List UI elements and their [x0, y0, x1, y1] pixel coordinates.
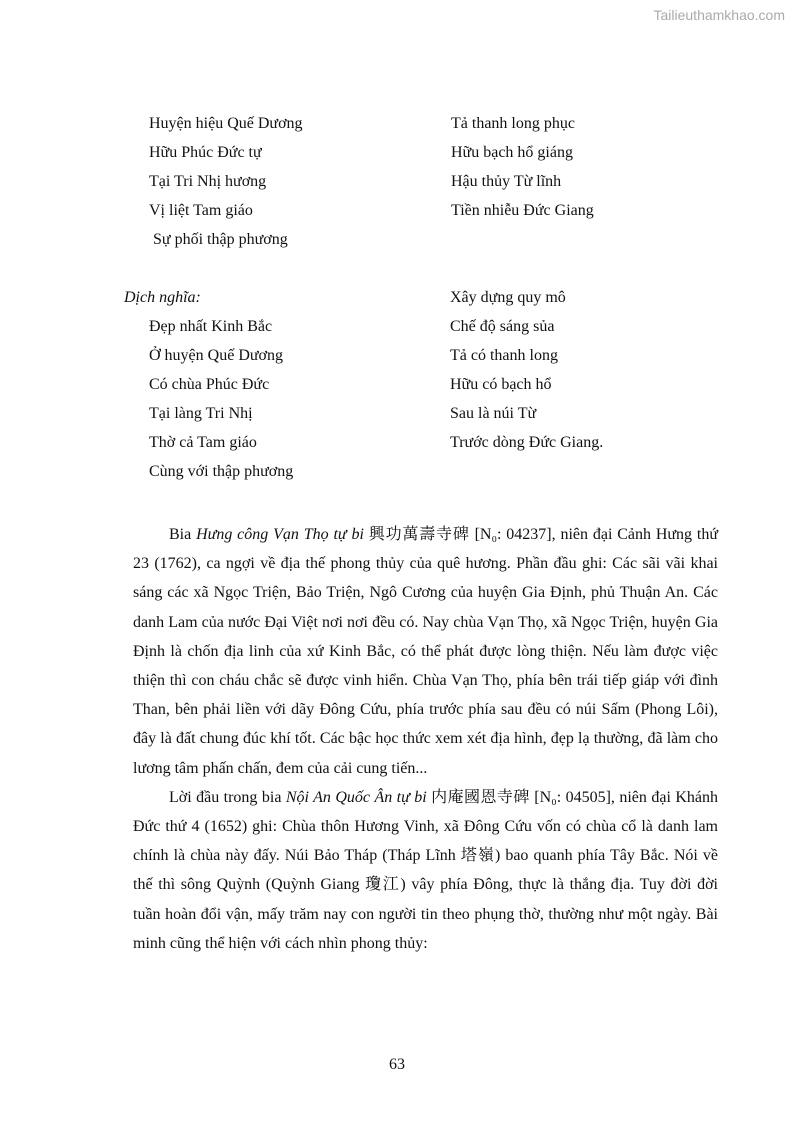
translation-right-line-3: Tả có thanh long — [450, 347, 558, 364]
translation-right-line-5: Sau là núi Từ — [450, 405, 537, 422]
poem-left-line-5: Sự phối thập phương — [153, 231, 288, 248]
translation-left-line-4: Tại làng Tri Nhị — [149, 405, 253, 422]
paragraph-1 — [133, 520, 718, 783]
poem-right-line-3: Hậu thủy Từ lĩnh — [451, 173, 562, 190]
translation-right-line-4: Hữu có bạch hổ — [450, 376, 552, 393]
poem-left-line-3: Tại Tri Nhị hương — [149, 173, 267, 190]
watermark: Tailieuthamkhao.com — [653, 7, 785, 23]
translation-left-line-3: Có chùa Phúc Đức — [149, 376, 270, 393]
translation-left-line-6: Cùng với thập phương — [149, 463, 294, 480]
body-text — [133, 520, 718, 958]
poem-right-line-2: Hữu bạch hổ giáng — [451, 144, 573, 161]
translation-right-line-6: Trước dòng Đức Giang. — [450, 434, 604, 451]
poem-right-line-1: Tả thanh long phục — [451, 115, 575, 132]
paragraph-2 — [133, 783, 718, 958]
poem-left-line-2: Hữu Phúc Đức tự — [149, 144, 262, 161]
poem-left-line-1: Huyện hiệu Quế Dương — [149, 115, 303, 132]
paragraph-2-body: 内庵國恩寺碑 [N₀: 04505], niên đại Khánh Đức thứ 4 (1652) ghi: Chùa thôn Hương Vinh, xã Đông Cứu vốn có chùa cổ là danh lam chính là chùa này đấy. Núi Bảo Tháp (Tháp Lĩnh 塔嶺) bao quanh phía Tây Bắc. Nói về thế thì sông Quỳnh (Quỳnh Giang 瓊江) vây phía Đông, thực là thắng địa. Tuy đời đời tuần hoàn đổi vận, mấy trăm nay con người tin theo phụng thờ, thường như một ngày. Bài minh cũng thể hiện với cách nhìn phong thủy: — [133, 788, 718, 952]
translation-right-line-2: Chế độ sáng sủa — [450, 318, 555, 335]
paragraph-2-intro: Lời đầu trong bia — [169, 788, 286, 806]
poem-left-line-4: Vị liệt Tam giáo — [149, 202, 253, 219]
translation-label: Dịch nghĩa: — [124, 289, 201, 306]
paragraph-1-intro: Bia — [169, 526, 197, 543]
paragraph-2-title: Nội An Quốc Ân tự bi — [285, 788, 427, 806]
translation-left-line-5: Thờ cả Tam giáo — [149, 434, 257, 451]
translation-right-line-1: Xây dựng quy mô — [450, 289, 566, 306]
translation-left-line-2: Ở huyện Quế Dương — [149, 347, 283, 364]
paragraph-1-title: Hưng công Vạn Thọ tự bi — [196, 526, 364, 543]
poem-right-line-4: Tiền nhiễu Đức Giang — [451, 202, 594, 219]
page-number: 63 — [389, 1056, 405, 1073]
paragraph-1-body: 興功萬壽寺碑 [N₀: 04237], niên đại Cảnh Hưng thứ 23 (1762), ca ngợi về địa thế phong thủy của quê hương. Phần đầu ghi: Các sãi vãi khai sáng các xã Ngọc Triện, Bảo Triện, Ngô Cương của huyện Gia Định, phủ Thuận An. Các danh Lam của nước Đại Việt nơi nơi đều có. Nay chùa Vạn Thọ, xã Ngọc Triện, huyện Gia Định là chốn địa linh của xứ Kinh Bắc, có thể phát được lòng thiện. Nếu làm được việc thiện thì con cháu chắc sẽ được vinh hiển. Chùa Vạn Thọ, phía bên trái tiếp giáp với đình Than, bên phải liền với dãy Đông Cứu, phía trước phía sau đều có núi Sấm (Phong Lôi), đây là đất chung đúc khí tốt. Các bậc học thức xem xét địa hình, đẹp lạ thường, đã làm cho lương tâm phấn chấn, đem của cải cung tiến... — [133, 526, 719, 777]
translation-left-line-1: Đẹp nhất Kinh Bắc — [149, 318, 273, 335]
